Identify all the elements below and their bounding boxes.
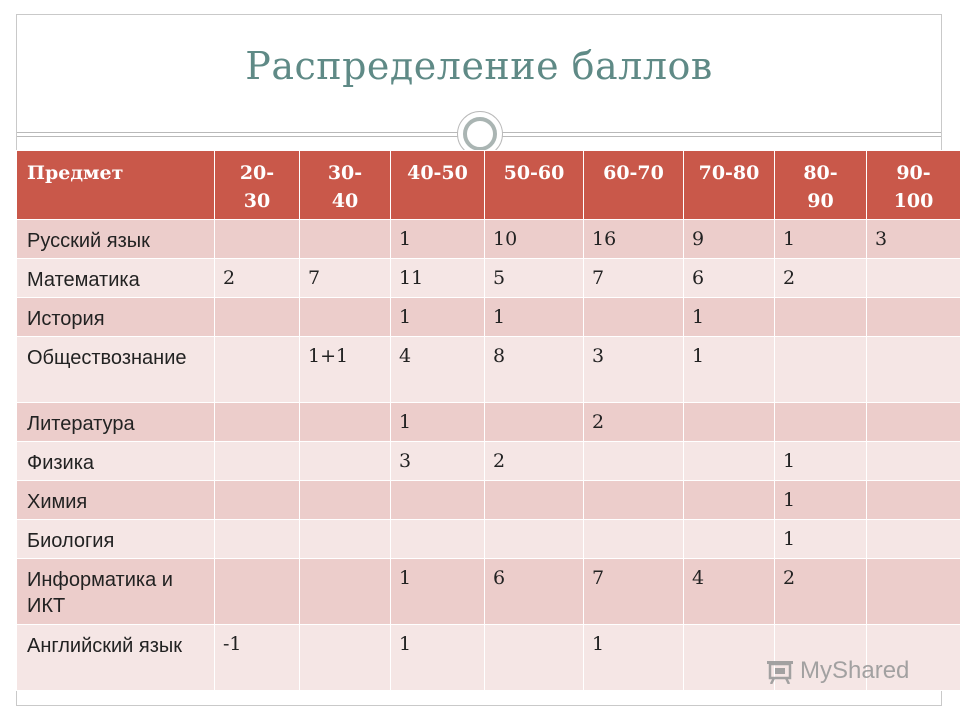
- subject-cell: Математика: [17, 259, 215, 298]
- score-cell: [215, 442, 300, 481]
- score-cell: [867, 442, 960, 481]
- score-cell: -1: [215, 625, 300, 691]
- score-cell: [867, 337, 960, 403]
- subject-cell: Литература: [17, 403, 215, 442]
- score-cell: 1: [391, 220, 485, 259]
- score-cell: 1: [391, 625, 485, 691]
- score-cell: 1: [485, 298, 584, 337]
- score-cell: [215, 403, 300, 442]
- table-row: [17, 298, 960, 337]
- subject-cell: Информатика и ИКТ: [17, 559, 215, 625]
- score-cell: [391, 481, 485, 520]
- score-cell: [215, 481, 300, 520]
- score-cell: [300, 403, 391, 442]
- header-subject: Предмет: [17, 151, 215, 220]
- score-cell: 8: [485, 337, 584, 403]
- score-cell: 2: [775, 259, 867, 298]
- table-row: [17, 403, 960, 442]
- score-cell: 4: [684, 559, 775, 625]
- table-row: [17, 442, 960, 481]
- table-header-row: [17, 151, 960, 220]
- score-cell: [215, 520, 300, 559]
- score-cell: [300, 625, 391, 691]
- score-cell: 4: [391, 337, 485, 403]
- score-cell: [215, 220, 300, 259]
- score-cell: [300, 220, 391, 259]
- score-cell: [867, 559, 960, 625]
- table-row: [17, 559, 960, 625]
- score-cell: 5: [485, 259, 584, 298]
- score-cell: 11: [391, 259, 485, 298]
- score-cell: 1: [391, 559, 485, 625]
- table-row: [17, 259, 960, 298]
- watermark-text: MyShared: [800, 657, 910, 684]
- score-cell: [300, 298, 391, 337]
- header-range: 30- 40: [300, 151, 391, 220]
- slide-title: Распределение баллов: [245, 44, 713, 88]
- score-cell: [300, 520, 391, 559]
- score-cell: 1+1: [300, 337, 391, 403]
- score-cell: [300, 481, 391, 520]
- score-cell: 9: [684, 220, 775, 259]
- score-cell: [684, 520, 775, 559]
- score-cell: 1: [684, 298, 775, 337]
- score-cell: [867, 520, 960, 559]
- score-cell: [485, 403, 584, 442]
- score-cell: 1: [584, 625, 684, 691]
- header-range: 40-50: [391, 151, 485, 220]
- score-cell: [215, 559, 300, 625]
- header-range: 70-80: [684, 151, 775, 220]
- score-cell: 2: [215, 259, 300, 298]
- score-cell: 2: [775, 559, 867, 625]
- score-cell: 3: [391, 442, 485, 481]
- score-cell: [684, 481, 775, 520]
- table-row: [17, 481, 960, 520]
- score-cell: 3: [867, 220, 960, 259]
- score-cell: 1: [775, 220, 867, 259]
- table-row: [17, 220, 960, 259]
- score-cell: [584, 520, 684, 559]
- score-cell: [584, 442, 684, 481]
- score-cell: [775, 337, 867, 403]
- score-cell: 7: [584, 559, 684, 625]
- score-cell: 7: [584, 259, 684, 298]
- score-cell: 1: [684, 337, 775, 403]
- score-cell: [684, 442, 775, 481]
- scores-table: [16, 150, 960, 691]
- score-cell: [215, 298, 300, 337]
- score-cell: 7: [300, 259, 391, 298]
- score-cell: [485, 625, 584, 691]
- score-cell: [215, 337, 300, 403]
- score-cell: [867, 481, 960, 520]
- subject-cell: Биология: [17, 520, 215, 559]
- score-cell: [684, 625, 775, 691]
- score-cell: [867, 298, 960, 337]
- score-cell: [485, 481, 584, 520]
- score-cell: [300, 559, 391, 625]
- score-cell: [867, 403, 960, 442]
- score-cell: 1: [775, 520, 867, 559]
- header-range: 60-70: [584, 151, 684, 220]
- header-range: 50-60: [485, 151, 584, 220]
- subject-cell: Химия: [17, 481, 215, 520]
- subject-cell: Физика: [17, 442, 215, 481]
- score-cell: 2: [485, 442, 584, 481]
- score-cell: [300, 442, 391, 481]
- presentation-board-icon: [766, 658, 794, 684]
- subject-cell: История: [17, 298, 215, 337]
- score-cell: [775, 298, 867, 337]
- score-cell: 6: [684, 259, 775, 298]
- score-cell: [684, 403, 775, 442]
- subject-cell: Русский язык: [17, 220, 215, 259]
- watermark: [766, 657, 909, 685]
- score-cell: 10: [485, 220, 584, 259]
- score-cell: 1: [775, 442, 867, 481]
- score-cell: 6: [485, 559, 584, 625]
- table-row: [17, 337, 960, 403]
- score-cell: 3: [584, 337, 684, 403]
- table-row: [17, 520, 960, 559]
- subject-cell: Английский язык: [17, 625, 215, 691]
- score-cell: [867, 259, 960, 298]
- score-cell: 16: [584, 220, 684, 259]
- header-range: 20- 30: [215, 151, 300, 220]
- score-cell: [584, 481, 684, 520]
- score-cell: [391, 520, 485, 559]
- header-range: 80- 90: [775, 151, 867, 220]
- score-cell: [775, 403, 867, 442]
- score-cell: 1: [391, 298, 485, 337]
- score-cell: 2: [584, 403, 684, 442]
- score-cell: [584, 298, 684, 337]
- score-cell: 1: [775, 481, 867, 520]
- score-cell: [485, 520, 584, 559]
- header-range: 90- 100: [867, 151, 960, 220]
- score-cell: 1: [391, 403, 485, 442]
- subject-cell: Обществознание: [17, 337, 215, 403]
